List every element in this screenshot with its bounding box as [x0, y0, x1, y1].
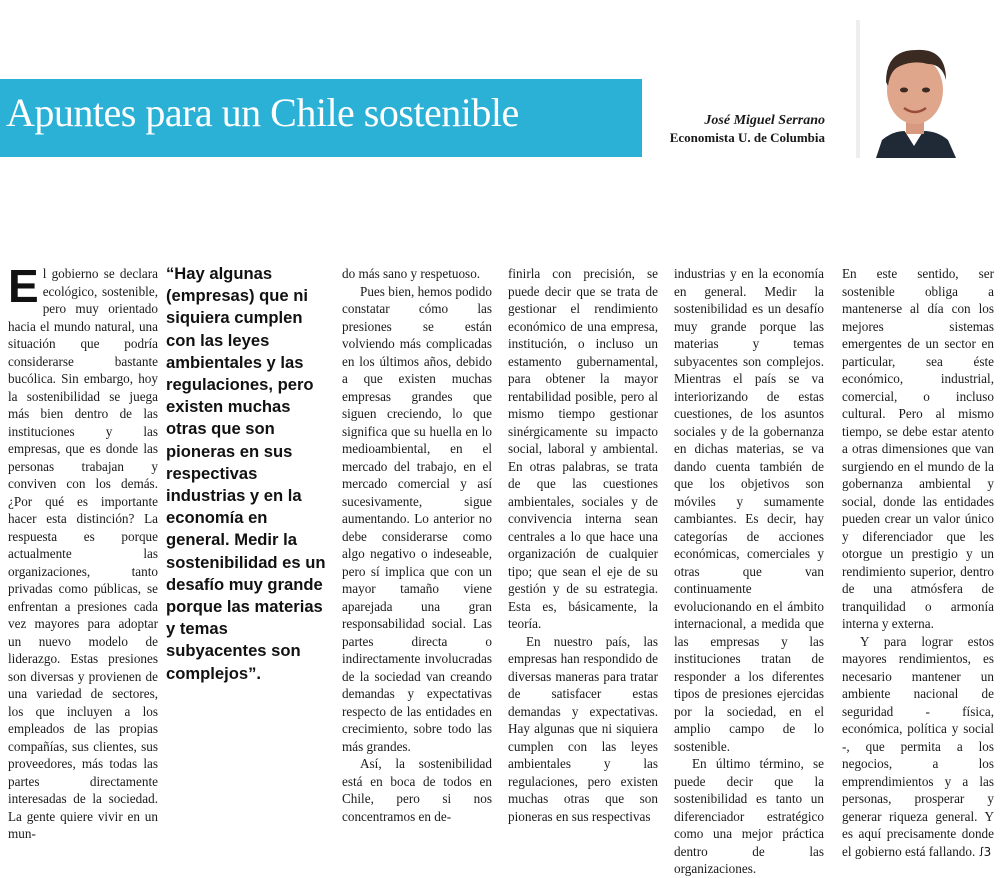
paragraph: Pues bien, hemos podido constatar cómo las presiones se están volviendo más complicadas en los últimos años, debido a que existen muchas empresas grandes que siguen creciendo, lo que significa que su huella en lo medioambiental, en el mercado del trabajo, en el mercado comercial y así sucesivamente, sigue aumentando. Lo anterior no debe considerarse como algo negativo o indeseable, pero sí implica que con un mayor tamaño viene aparejada una gran responsabilidad social. Las partes directa o indirectamente involucradas de la sociedad van creando demandas y expectativas respecto de las entidades en crecimiento, sobre todo las más grandes. — [342, 283, 492, 754]
author-name: José Miguel Serrano — [704, 113, 825, 128]
paragraph: l gobierno se declara ecológico, sostenible, pero muy orientado hacia el mundo natural, una situación que podría considerarse bastante bucólica. Sin embargo, hoy la sostenibilidad se juega más bien dentro de las instituciones y las empresas, que es donde las personas trabajan y conviven con los demás. ¿Por qué es importante hacer esta distinción? La respuesta es porque actualmente las organizaciones, tanto privadas como públicas, se enfrentan a presiones cada vez mayores para adoptar un nuevo modelo de liderazgo. Estas presiones son diversas y provienen de una variedad de sectores, los que incluyen a los empleados de las propias compañías, sus clientes, sus proveedores, más todas las partes directamente interesadas de la sociedad. La gente quiere vivir en un mun- — [8, 266, 158, 841]
column-4 — [508, 265, 658, 824]
author-byline — [670, 112, 825, 146]
title-banner — [0, 79, 642, 157]
paragraph-text: Y para lograr estos mayores rendimientos, es necesario mantener un ambiente nacional de seguridad - física, económica, política y social -, que permita a los negocios, a los emprendimientos y a las personas, prosperar y generar riqueza general. Y es aquí precisamente donde el gobierno está fallando. — [842, 633, 994, 859]
paragraph: Así, la sostenibilidad está en boca de todos en Chile, pero si nos concentramos en de- — [342, 756, 492, 824]
paragraph: En nuestro país, las empresas han respondido de diversas maneras para tratar de satisfacer estas demandas y expectativas. Hay algunas que ni siquiera cumplen con las leyes ambientales y las regulaciones, pero existen muchas otras que son pioneras en sus respectivas — [508, 633, 658, 824]
author-photo — [856, 20, 974, 158]
paragraph — [842, 633, 994, 862]
paragraph: finirla con precisión, se puede decir que se trata de gestionar el rendimiento económico de una empresa, institución, o incluso un estamento gubernamental, para obtener la mayor rentabilidad posible, pero al mismo tiempo gestionar sinérgicamente su impacto social, laboral y ambiental. En otras palabras, se trata de que las cuestiones ambientales, sociales y de convivencia interna sean centrales a lo que hace una organización de cualquier tipo; que sean el eje de su gestión y de su estrategia. Esta es, básicamente, la teoría. — [508, 266, 658, 631]
column-5 — [674, 265, 824, 876]
paragraph: industrias y en la economía en general. Medir la sostenibilidad es un desafío muy grande porque las materias y temas subyacentes son complejos. Mientras el país se va interiorizando de estas cuestiones, de los asuntos sociales y de la gobernanza en dichas materias, se va dando cuenta también de que los objetivos son móviles y sumamente cambiantes. Es decir, hay categorías de acciones económicas, comerciales y otras que van continuamente evolucionando en el ámbito internacional, a medida que las empresas y las instituciones tratan de responder a los diferentes tipos de presiones ejercidas por la sociedad, en el amplio campo de lo sostenible. — [674, 266, 824, 754]
end-of-article-mark-icon: ꭍ3 — [979, 844, 992, 859]
drop-cap: E — [8, 260, 39, 312]
paragraph: En este sentido, ser sostenible obliga a mantenerse al día con los mejores sistemas emergentes de un sector en particular, sea éste económico, industrial, comercial, o incluso cultural. Pero al mismo tiempo, se debe estar atento a otras dimensiones que van surgiendo en el mundo de la gobernanza ambiental y social, donde las entidades pueden crear un valor único y diferenciador que les otorgue un prestigio y un rendimiento superior, dentro de una atmósfera de tranquilidad o armonía interna y externa. — [842, 266, 994, 631]
column-1 — [8, 260, 158, 841]
author-portrait-icon — [856, 20, 974, 158]
pull-quote: “Hay algunas (empresas) que ni siquiera cumplen con las leyes ambientales y las regulaciones, pero existen muchas otras que son pioneras en sus respectivas industrias y en la economía en general. Medir la sostenibilidad es un desafío muy grande porque las materias y temas subyacentes son complejos”. — [166, 264, 326, 683]
article-title: Apuntes para un Chile sostenible — [6, 90, 519, 135]
author-role: Economista U. de Columbia — [669, 130, 825, 145]
paragraph: En último término, se puede decir que la sostenibilidad es tanto un diferenciador estratégico como una mejor práctica dentro de las organizaciones. — [674, 756, 824, 876]
column-6 — [842, 265, 994, 859]
column-3 — [342, 265, 492, 824]
paragraph: do más sano y respetuoso. — [342, 266, 481, 281]
